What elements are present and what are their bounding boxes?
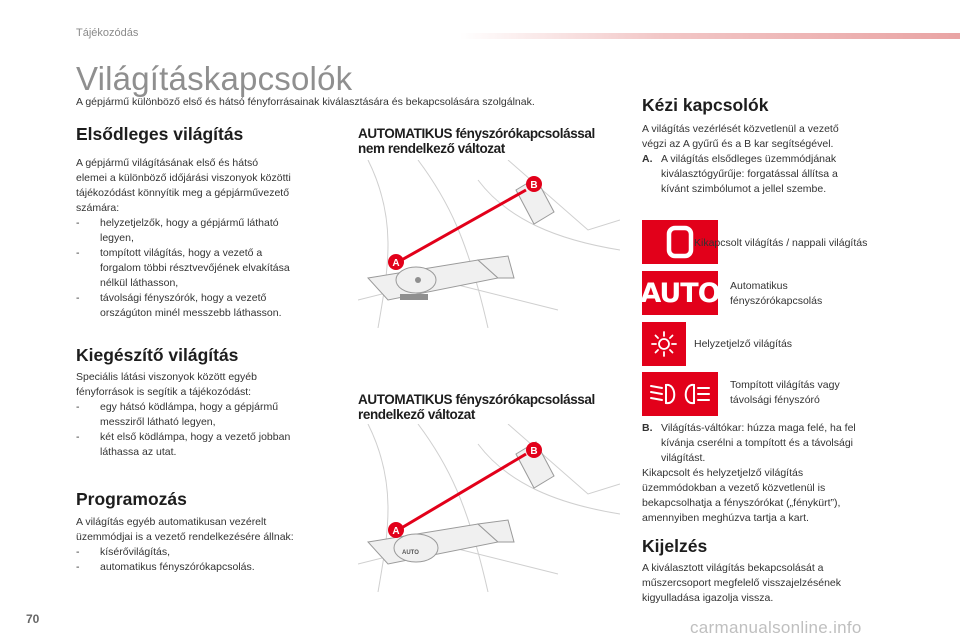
watermark: carmanualsonline.info [690, 618, 862, 637]
manual-text: A világítás vezérlését közvetlenül a vezető végzi az A gyűrű és a B kar segítségével. A. A világítás elsődleges üzemmódjának kiválasztógyűrűje: forgatással állítsa a kívánt szimbólumot a jellel szembe. [642, 122, 912, 197]
stalk-drawing [358, 424, 620, 592]
label-a: A [392, 258, 400, 269]
stalk-drawing [358, 160, 620, 328]
list-item: - távolsági fényszórók, hogy a vezető országúton minél messzebb láthasson. [76, 292, 282, 319]
primary-intro-line: számára: [76, 202, 120, 214]
display-text: A kiválasztott világítás bekapcsolását a műszercsoport megfelelő visszajelzésének kigyulladása igazolja vissza. [642, 562, 842, 604]
auto-symbol-icon: AUTO [642, 271, 718, 315]
symbol-label: Helyzetjelző világítás [694, 338, 793, 350]
display-heading: Kijelzés [642, 536, 708, 556]
list-item: - kísérővilágítás, [76, 546, 171, 558]
indicator-line [398, 190, 526, 262]
page-number: 70 [26, 612, 40, 626]
programming-text: A világítás egyéb automatikusan vezérelt üzemmódjai is a vezető rendelkezésére állnak: - kísérővilágítás, - automatikus fényszórókapcsolás. [76, 515, 346, 575]
programming-heading: Programozás [76, 489, 187, 509]
list-item: - helyzetjelzők, hogy a gépjármű látható legyen, [76, 217, 279, 244]
label-b: B [530, 446, 538, 457]
additional-heading: Kiegészítő világítás [76, 345, 239, 365]
label-b: B [530, 180, 538, 191]
header-rule [460, 33, 960, 39]
primary-intro-line: tájékozódást könnyítik meg a gépjárművezető [76, 187, 290, 199]
list-item: B. Világítás-váltókar: húzza maga felé, ha fel kívánja cserélni a tompított és a távolsági világítást. [642, 422, 856, 464]
primary-text [76, 156, 346, 321]
additional-text: Speciális látási viszonyok között egyéb fényforrások is segítik a tájékozódást: - egy hátsó ködlámpa, hogy a gépjármű messziről látható legyen, - két első ködlámpa, hogy a vezető jobban láthassa az utat. [76, 370, 346, 460]
primary-intro-line: A gépjármű világításának első és hátsó [76, 157, 259, 169]
list-item: - egy hátsó ködlámpa, hogy a gépjármű messziről látható legyen, [76, 401, 279, 428]
list-item: - automatikus fényszórókapcsolás. [76, 561, 255, 573]
list-item: - tompított világítás, hogy a vezető a forgalom többi résztvevőjének elvakítása nélkül láthasson, [76, 247, 290, 289]
manual-b-text: B. Világítás-váltókar: húzza maga felé, ha fel kívánja cserélni a tompított és a távolsági világítást. Kikapcsolt és helyzetjelző világítás üzemmódokban a vezető közvetlenül is bekapcsolhatja a fényszórókat („fénykürt”), amennyiben meghúzva tartja a kart. [642, 421, 912, 526]
variant-heading: AUTOMATIKUS fényszórókapcsolással rendelkező változat [358, 392, 595, 422]
page-title: Világításkapcsolók [76, 60, 353, 97]
symbol-label: Automatikus fényszórókapcsolás [730, 280, 823, 307]
primary-heading: Elsődleges világítás [76, 124, 244, 144]
manual-heading: Kézi kapcsolók [642, 95, 769, 115]
symbol-label: Kikapcsolt világítás / nappali világítás [694, 237, 868, 249]
label-a: A [392, 526, 400, 537]
stalk-illustration [358, 160, 620, 328]
list-item: A. A világítás elsődleges üzemmódjának kiválasztógyűrűje: forgatással állítsa a kívánt szimbólumot a jellel szembe. [642, 153, 838, 195]
page-subtitle: A gépjármű különböző első és hátsó fényforrásainak kiválasztására és bekapcsolására szolgálnak. [76, 96, 535, 108]
symbol-label: Tompított világítás vagy távolsági fényszóró [730, 379, 840, 406]
auto-switch-text: AUTO [402, 550, 419, 556]
indicator-line [398, 454, 526, 530]
primary-intro-line: elemei a különböző időjárási viszonyok közötti [76, 172, 291, 184]
list-item: - két első ködlámpa, hogy a vezető jobban láthassa az utat. [76, 431, 291, 458]
variant-heading: AUTOMATIKUS fényszórókapcsolással nem rendelkező változat [358, 126, 595, 156]
headlamp-icon [642, 372, 718, 416]
position-light-icon [642, 322, 686, 366]
section-label: Tájékozódás [76, 27, 139, 39]
stalk-illustration [358, 424, 620, 592]
